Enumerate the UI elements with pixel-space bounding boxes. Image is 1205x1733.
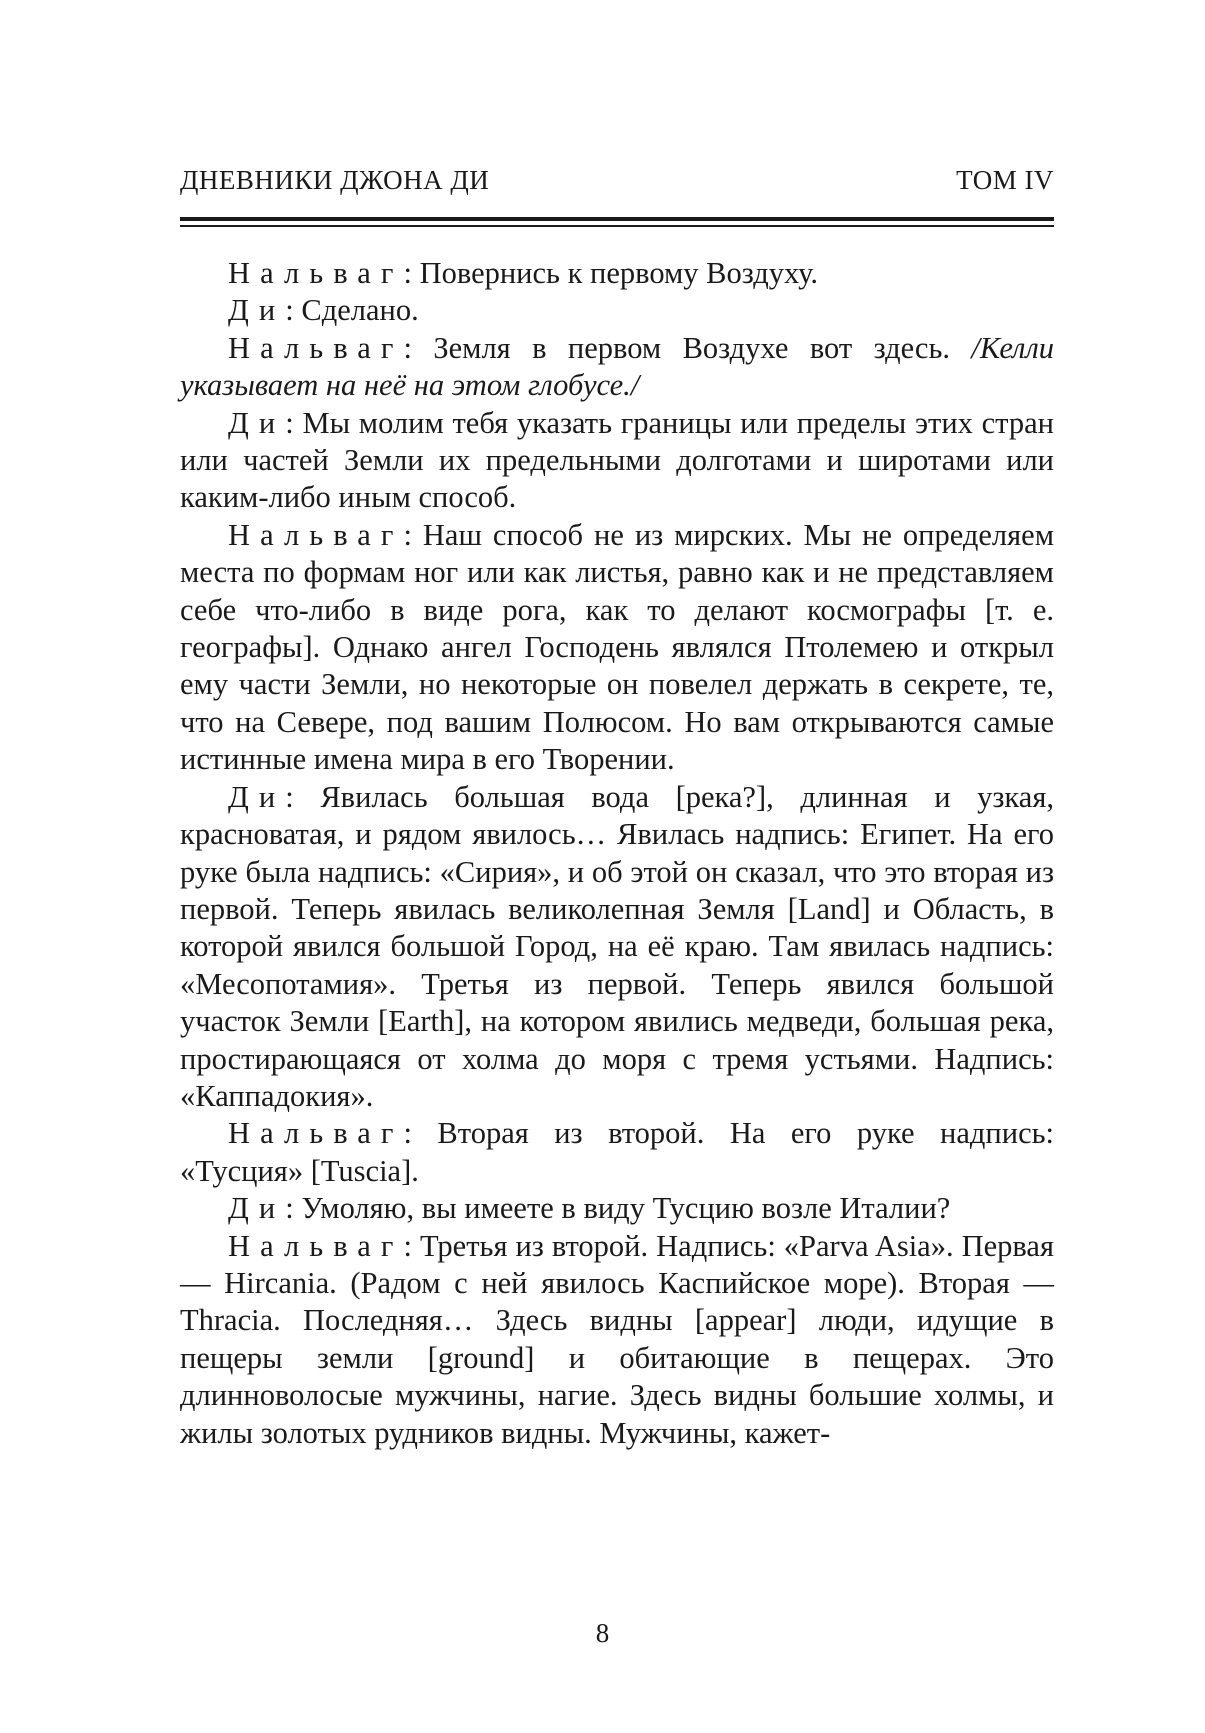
running-head <box>180 165 1054 196</box>
speaker-name: Нальваг <box>228 1228 404 1263</box>
speaker-name: Ди <box>228 405 286 440</box>
stage-direction: /Келли указывает на неё на этом глобусе./ <box>180 330 1055 403</box>
paragraph: Нальваг: Третья из второй. Надпись: «Parva Asia». Первая — Hircania. (Радом с ней явилось Каспийское море). Вторая — Thracia. Последняя… Здесь видны [appear] люди, идущие в пещеры земли [ground] и обитающие в пещерах. Это длинноволосые мужчины, нагие. Здесь видны большие холмы, и жилы золотых рудников видны. Мужчины, кажет- <box>180 1228 1054 1450</box>
main-text <box>180 255 1054 1452</box>
paragraph-text: Земля в первом Воздухе вот здесь. <box>433 330 950 365</box>
paragraph-text: Сделано. <box>301 293 419 328</box>
page-number: 8 <box>595 1618 610 1648</box>
paragraph-text: Умоляю, вы имеете в виду Тусцию возле Италии? <box>301 1191 951 1226</box>
paragraph: Ди: Умоляю, вы имеете в виду Тусцию возле Италии? <box>228 1191 951 1226</box>
speaker-name: Ди <box>228 293 286 328</box>
paragraph: Ди: Мы молим тебя указать границы или пределы этих стран или частей Земли их предельными долготами и широтами или каким-либо иным способ. <box>180 405 1054 515</box>
header-rule-thin <box>180 225 1054 227</box>
paragraph-text: Мы молим тебя указать границы или пределы этих стран или частей Земли их предельными долготами и широтами или каким-либо иным способ. <box>180 405 1054 515</box>
paragraph-text: Третья из второй. Надпись: «Parva Asia». Первая — Hircania. (Радом с ней явилось Каспийское море). Вторая — Thracia. Последняя… Здесь видны [appear] люди, идущие в пещеры земли [ground] и обитающие в пещерах. Это длинноволосые мужчины, нагие. Здесь видны большие холмы, и жилы золотых рудников видны. Мужчины, кажет- <box>180 1228 1054 1450</box>
paragraph: Нальваг: Земля в первом Воздухе вот здесь. /Келли указывает на неё на этом глобусе./ <box>180 330 1055 403</box>
book-title: ДНЕВНИКИ ДЖОНА ДИ <box>180 165 490 195</box>
paragraph: Нальваг: Повернись к первому Воздуху. <box>228 256 818 290</box>
paragraph: Нальваг: Наш способ не из мирских. Мы не определяем места по формам ног или как листья, равно как и не представляем себе что-либо в виде рога, как то делают космографы [т. е. географы]. Однако ангел Господень являлся Птолемею и открыл ему части Земли, но некоторые он повелел держать в секрете, те, что на Севере, под вашим Полюсом. Но вам открываются самые истинные имена мира в его Творении. <box>180 517 1055 777</box>
speaker-name: Нальваг <box>228 256 404 290</box>
paragraph: Ди: Явилась большая вода [река?], длинная и узкая, красноватая, и рядом явилось… Явилась надпись: Египет. На его руке была надпись: «Сирия», и об этой он сказал, что это вторая из первой. Теперь явилась великолепная Земля [Land] и Область, в которой явился большой Город, на её краю. Там явилась надпись: «Месопотамия». Третья из первой. Теперь явился большой участок Земли [Earth], на котором явились медведи, большая река, простирающаяся от холма до моря с тремя устьями. Надпись: «Каппадокия». <box>180 779 1054 1113</box>
paragraph: Ди: Сделано. <box>228 293 419 328</box>
speaker-name: Ди <box>228 779 286 814</box>
speaker-name: Ди <box>228 1191 286 1226</box>
speaker-name: Нальваг <box>228 330 404 365</box>
header-rule-thick <box>180 217 1054 221</box>
paragraph-text: Наш способ не из мирских. Мы не определяем места по формам ног или как листья, равно как и не представляем себе что-либо в виде рога, как то делают космографы [т. е. географы]. Однако ангел Господень являлся Птолемею и открыл ему части Земли, но некоторые он повелел держать в секрете, те, что на Севере, под вашим Полюсом. Но вам открываются самые истинные имена мира в его Творении. <box>180 517 1055 777</box>
paragraph-text: Явилась большая вода [река?], длинная и узкая, красноватая, и рядом явилось… Явилась надпись: Египет. На его руке была надпись: «Сирия», и об этой он сказал, что это вторая из первой. Теперь явилась великолепная Земля [Land] и Область, в которой явился большой Город, на её краю. Там явилась надпись: «Месопотамия». Третья из первой. Теперь явился большой участок Земли [Earth], на котором явились медведи, большая река, простирающаяся от холма до моря с тремя устьями. Надпись: «Каппадокия». <box>180 779 1054 1113</box>
speaker-name: Нальваг <box>228 517 404 552</box>
paragraph: Нальваг: Вторая из второй. На его руке надпись: «Тусция» [Tuscia]. <box>180 1116 1054 1188</box>
volume-label: ТОМ IV <box>956 165 1054 195</box>
paragraph-text: Повернись к первому Воздуху. <box>419 256 818 290</box>
speaker-name: Нальваг <box>228 1116 404 1151</box>
paragraph-text: Вторая из второй. На его руке надпись: «Тусция» [Tuscia]. <box>180 1116 1054 1188</box>
